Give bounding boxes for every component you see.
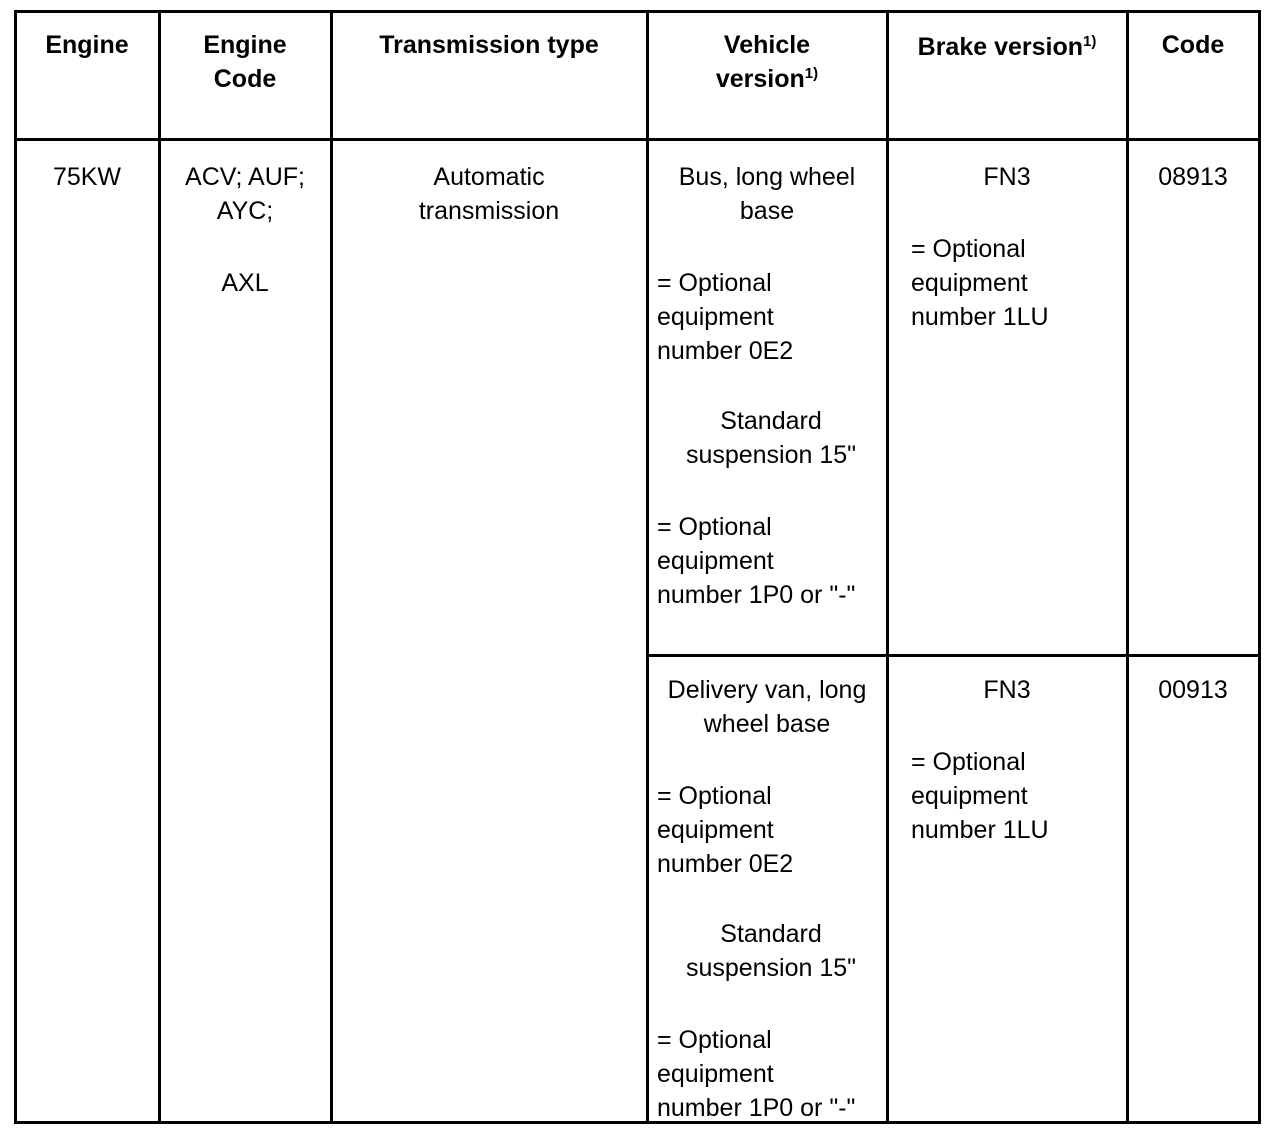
vehicle-1-suspension: Standard suspension 15": [685, 407, 857, 469]
header-code: Code: [1161, 31, 1225, 59]
header-engine-code: Engine Code: [203, 31, 287, 93]
col-line-6: [1258, 10, 1261, 1124]
vehicle-2-option-1p0: = Optional equipment number 1P0 or "-": [657, 1026, 856, 1122]
cell-transmission: Automatic transmission: [418, 163, 560, 225]
cell-engine-code-3: AXL: [221, 269, 269, 297]
header-divider: [14, 138, 1261, 141]
brake-2-option-1lu: = Optional equipment number 1LU: [911, 748, 1049, 844]
header-engine: Engine: [45, 31, 129, 59]
vehicle-2-suspension: Standard suspension 15": [685, 920, 857, 982]
vehicle-2-title: Delivery van, long wheel base: [667, 676, 867, 738]
vehicle-1-option-0e2: = Optional equipment number 0E2: [657, 269, 794, 365]
table-border-top: [14, 10, 1261, 13]
vehicle-1-title: Bus, long wheel base: [678, 163, 856, 225]
header-vehicle-version: Vehicle version$^{1)}$: [715, 31, 819, 93]
row-divider: [647, 654, 1261, 657]
brake-1-version: FN3: [983, 163, 1031, 191]
header-transmission-type: Transmission type: [379, 31, 599, 59]
brake-1-option-1lu: = Optional equipment number 1LU: [911, 235, 1049, 331]
brake-2-version: FN3: [983, 676, 1031, 704]
header-brake-version: Brake version$^{1)}$: [917, 33, 1097, 61]
code-1: 08913: [1158, 163, 1228, 191]
cell-engine-code-1: ACV; AUF;: [185, 163, 305, 191]
cell-engine: 75KW: [52, 163, 122, 191]
vehicle-1-option-1p0: = Optional equipment number 1P0 or "-": [657, 513, 856, 609]
code-2: 00913: [1158, 676, 1228, 704]
cell-engine-code-2: AYC;: [216, 197, 274, 225]
vehicle-2-option-0e2: = Optional equipment number 0E2: [657, 782, 794, 878]
table-border-bottom: [14, 1121, 1261, 1124]
